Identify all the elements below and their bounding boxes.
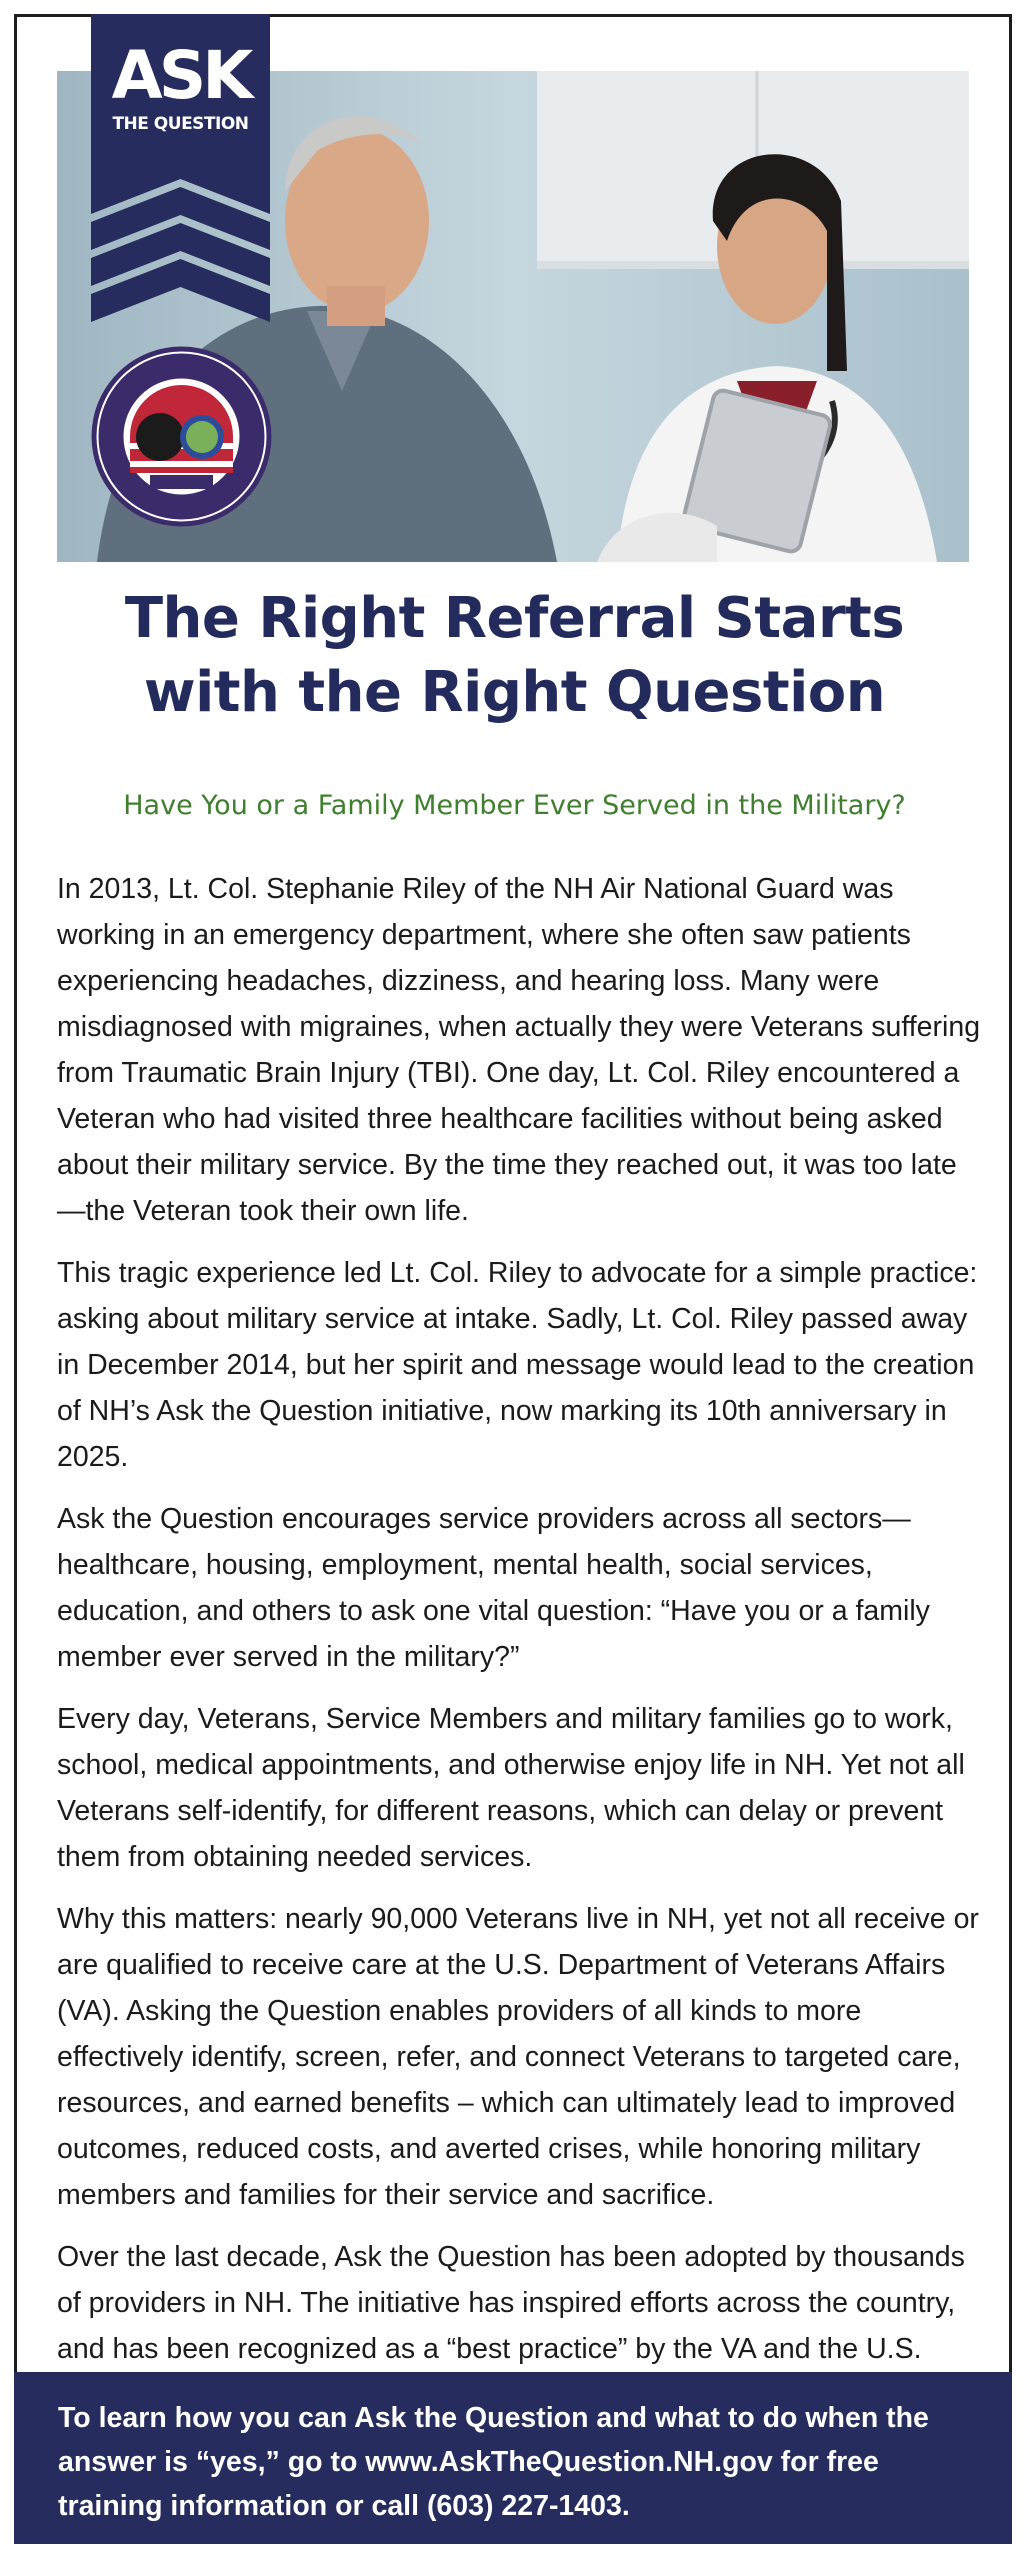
headline-line-1: The Right Referral Starts <box>124 586 905 651</box>
subheadline: Have You or a Family Member Ever Served in the Military? <box>123 790 906 821</box>
paragraph-initiative: Ask the Question encourages service providers across all sectors—healthcare, housing, employment, mental health, social services, education, and others to ask one vital question: “Have you or a family member ever served in the military?” <box>57 1503 930 1673</box>
headline-line-2: with the Right Question <box>143 660 886 725</box>
paragraph-self-identify: Every day, Veterans, Service Members and military families go to work, school, medical appointments, and otherwise enjoy life in NH. Yet not all Veterans self-identify, for different reasons, which can delay or prevent them from obtaining needed services. <box>57 1703 965 1873</box>
body-copy <box>57 866 981 2434</box>
seal-emblem-icon <box>90 345 273 528</box>
logo-ask-text: ASK <box>111 37 250 114</box>
paragraph-adoption: Over the last decade, Ask the Question has been adopted by thousands of providers in NH. The initiative has inspired efforts across the country, and has been recognized as a “best practice” by the VA and the U.S. <box>57 2241 965 2365</box>
headline <box>40 582 989 730</box>
dmavs-seal <box>90 345 273 528</box>
paragraph-why-matters: Why this matters: nearly 90,000 Veterans live in NH, yet not all receive or are qualified to receive care at the U.S. Department of Veterans Affairs (VA). Asking the Question enables providers of all kinds to more effectively identify, screen, refer, and connect Veterans to targeted care, resources, and earned benefits – which can ultimately lead to improved outcomes, reduced costs, and averted crises, while honoring military members and families for their service and sacrifice. <box>57 1903 979 2211</box>
footer-cta: To learn how you can Ask the Question and what to do when the answer is “yes,” go to www.AskTheQuestion.NH.gov for free training information or call (603) 227-1403. <box>14 2372 1012 2544</box>
paragraph-advocacy: This tragic experience led Lt. Col. Riley to advocate for a simple practice: asking about military service at intake. Sadly, Lt. Col. Riley passed away in December 2014, but her spirit and message would lead to the creation of NH’s Ask the Question initiative, now marking its 10th anniversary in 2025. <box>57 1257 978 1473</box>
logo-the-question-text: THE QUESTION <box>112 114 249 134</box>
paragraph-origin-story: In 2013, Lt. Col. Stephanie Riley of the NH Air National Guard was working in an emergency department, where she often saw patients experiencing headaches, dizziness, and hearing loss. Many were misdiagnosed with migraines, when actually they were Veterans suffering from Traumatic Brain Injury (TBI). One day, Lt. Col. Riley encountered a Veteran who had visited three healthcare facilities without being asked about their military service. By the time they reached out, it was too late—the Veteran took their own life. <box>57 873 981 1227</box>
ask-the-question-logo <box>91 14 270 324</box>
